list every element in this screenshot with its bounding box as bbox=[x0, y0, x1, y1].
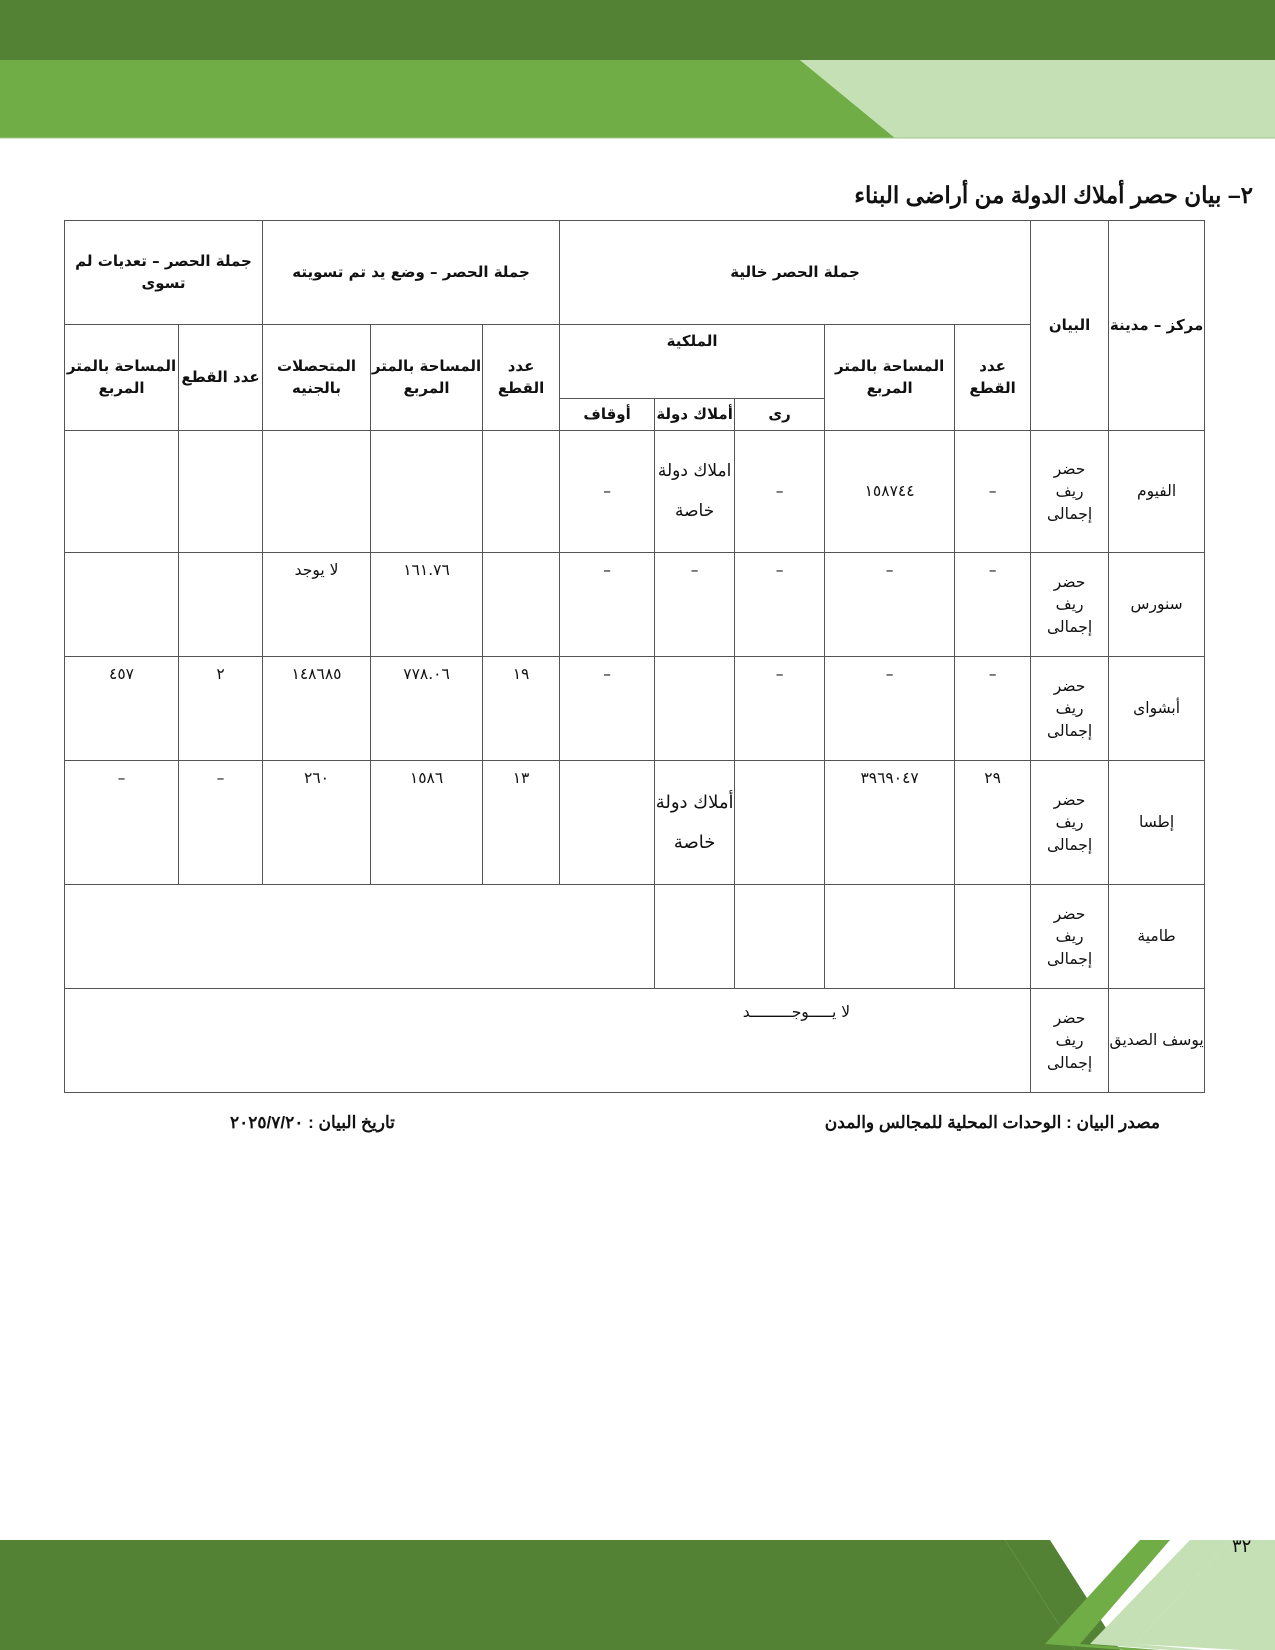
header-settled-plots: عدد القطع bbox=[483, 325, 560, 431]
page-number: ٣٢ bbox=[1232, 1536, 1252, 1557]
row-city: الفيوم bbox=[1109, 431, 1205, 553]
cell-plots: – bbox=[955, 431, 1031, 553]
cell-settled-plots bbox=[483, 553, 560, 657]
none-label: لا يـــــوجـــــــــد bbox=[65, 989, 1031, 1093]
cell-settled-area: ٧٧٨.٠٦ bbox=[371, 657, 483, 761]
row-kind: حضر ريف إجمالى bbox=[1031, 431, 1109, 553]
table-row bbox=[65, 885, 1205, 989]
cell-encroach-plots bbox=[179, 431, 263, 553]
cell-encroach-area: – bbox=[65, 761, 179, 885]
header-banner bbox=[0, 0, 1275, 140]
header-settled-area: المساحة بالمتر المربع bbox=[371, 325, 483, 431]
cell-settled-plots bbox=[483, 431, 560, 553]
header-statement: البيان bbox=[1031, 221, 1109, 431]
cell-area: – bbox=[825, 657, 955, 761]
cell-awqaf bbox=[560, 761, 655, 885]
row-city: إطسا bbox=[1109, 761, 1205, 885]
cell-ri bbox=[735, 885, 825, 989]
header-area-sqm: المساحة بالمتر المربع bbox=[825, 325, 955, 431]
cell-ri: – bbox=[735, 431, 825, 553]
table-row bbox=[65, 657, 1205, 761]
cell-settled-collected bbox=[263, 431, 371, 553]
cell-encroach-area bbox=[65, 431, 179, 553]
header-plots-count: عدد القطع bbox=[955, 325, 1031, 431]
header-ownership: الملكية bbox=[560, 325, 825, 399]
inventory-table-wrapper bbox=[64, 220, 1204, 1104]
cell-settled-collected: ٢٦٠ bbox=[263, 761, 371, 885]
cell-area: ١٥٨٧٤٤ bbox=[825, 431, 955, 553]
row-kind: حضر ريف إجمالى bbox=[1031, 885, 1109, 989]
cell-area: – bbox=[825, 553, 955, 657]
row-city: يوسف الصديق bbox=[1109, 989, 1205, 1093]
header-own-ri: رى bbox=[735, 399, 825, 431]
table-row bbox=[65, 553, 1205, 657]
cell-encroach-plots: ٢ bbox=[179, 657, 263, 761]
cell-state: – bbox=[655, 553, 735, 657]
cell-settled-collected: لا يوجد bbox=[263, 553, 371, 657]
header-encroach-plots: عدد القطع bbox=[179, 325, 263, 431]
header-own-state: أملاك دولة bbox=[655, 399, 735, 431]
row-city: أبشواى bbox=[1109, 657, 1205, 761]
section-title: ٢– بيان حصر أملاك الدولة من أراضى البناء bbox=[854, 182, 1253, 208]
cell-empty-span bbox=[65, 885, 655, 989]
row-kind: حضر ريف إجمالى bbox=[1031, 989, 1109, 1093]
cell-settled-area: ١٦١.٧٦ bbox=[371, 553, 483, 657]
table-row bbox=[65, 761, 1205, 885]
header-encroach-area: المساحة بالمتر المربع bbox=[65, 325, 179, 431]
cell-encroach-area bbox=[65, 553, 179, 657]
header-row-1 bbox=[65, 221, 1205, 325]
header-own-awqaf: أوقاف bbox=[560, 399, 655, 431]
cell-settled-area: ١٥٨٦ bbox=[371, 761, 483, 885]
cell-state bbox=[655, 885, 735, 989]
cell-state: املاك دولة خاصة bbox=[655, 431, 735, 553]
row-kind: حضر ريف إجمالى bbox=[1031, 761, 1109, 885]
cell-awqaf: – bbox=[560, 657, 655, 761]
header-settled-group: جملة الحصر – وضع يد تم تسويته bbox=[263, 221, 560, 325]
cell-plots: – bbox=[955, 657, 1031, 761]
row-city: طامية bbox=[1109, 885, 1205, 989]
cell-awqaf: – bbox=[560, 431, 655, 553]
cell-encroach-plots bbox=[179, 553, 263, 657]
cell-area: ٣٩٦٩٠٤٧ bbox=[825, 761, 955, 885]
cell-encroach-plots: – bbox=[179, 761, 263, 885]
cell-area bbox=[825, 885, 955, 989]
cell-plots bbox=[955, 885, 1031, 989]
cell-plots: ٢٩ bbox=[955, 761, 1031, 885]
cell-ri bbox=[735, 761, 825, 885]
cell-ri: – bbox=[735, 553, 825, 657]
cell-state: أملاك دولة خاصة bbox=[655, 761, 735, 885]
cell-ri: – bbox=[735, 657, 825, 761]
header-vacant-group: جملة الحصر خالية bbox=[560, 221, 1031, 325]
row-kind: حضر ريف إجمالى bbox=[1031, 553, 1109, 657]
cell-state bbox=[655, 657, 735, 761]
cell-plots: – bbox=[955, 553, 1031, 657]
row-kind: حضر ريف إجمالى bbox=[1031, 657, 1109, 761]
table-row bbox=[65, 431, 1205, 553]
data-date: تاريخ البيان : ٢٠٢٥/٧/٢٠ bbox=[230, 1113, 395, 1132]
row-city: سنورس bbox=[1109, 553, 1205, 657]
header-settled-collected: المتحصلات بالجنيه bbox=[263, 325, 371, 431]
state-property-inventory-table bbox=[64, 220, 1205, 1093]
cell-settled-plots: ١٩ bbox=[483, 657, 560, 761]
table-row bbox=[65, 989, 1205, 1093]
footer-banner bbox=[0, 1532, 1275, 1650]
cell-settled-collected: ١٤٨٦٨٥ bbox=[263, 657, 371, 761]
cell-awqaf: – bbox=[560, 553, 655, 657]
cell-encroach-area: ٤٥٧ bbox=[65, 657, 179, 761]
cell-settled-plots: ١٣ bbox=[483, 761, 560, 885]
data-source: مصدر البيان : الوحدات المحلية للمجالس والمدن bbox=[824, 1113, 1160, 1132]
header-center: مركز – مدينة bbox=[1109, 221, 1205, 431]
header-encroach-group: جملة الحصر – تعديات لم تسوى bbox=[65, 221, 263, 325]
cell-settled-area bbox=[371, 431, 483, 553]
